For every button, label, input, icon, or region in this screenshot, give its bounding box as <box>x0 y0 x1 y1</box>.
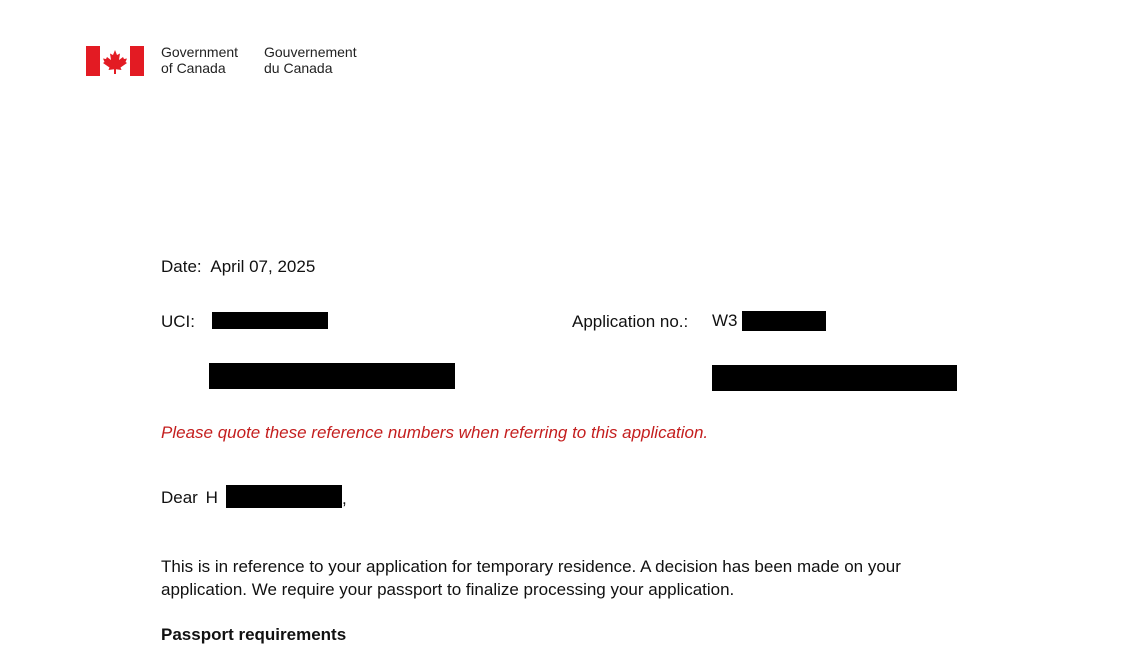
left-reference-redaction <box>209 363 455 389</box>
application-redaction <box>742 311 826 331</box>
application-label: Application no.: <box>572 312 689 331</box>
body-paragraph: This is in reference to your application for temporary residence. A decision has been made on your application. We require your passport to finalize processing your application. <box>161 557 901 599</box>
gov-en-line2: of Canada <box>161 60 226 76</box>
date-line <box>161 256 315 278</box>
uci-redaction <box>212 312 328 329</box>
greeting-line <box>161 487 218 509</box>
government-english-name <box>161 44 238 76</box>
right-reference-redaction <box>712 365 957 391</box>
gov-fr-line2: du Canada <box>264 60 333 76</box>
application-prefix: W3 <box>712 311 738 330</box>
canada-flag-icon <box>86 46 144 76</box>
quote-reference-note: Please quote these reference numbers when referring to this application. <box>161 423 709 442</box>
uci-label: UCI: <box>161 312 195 331</box>
government-french-name <box>264 44 357 76</box>
passport-requirements-heading: Passport requirements <box>161 625 347 644</box>
gov-en-line1: Government <box>161 44 239 60</box>
greeting-initial: H <box>205 488 218 507</box>
name-redaction <box>226 485 342 508</box>
date-value: April 07, 2025 <box>210 257 316 276</box>
date-label: Date: <box>161 257 202 276</box>
greeting-word: Dear <box>161 488 198 507</box>
gov-fr-line1: Gouvernement <box>264 44 357 60</box>
greeting-comma: , <box>342 489 347 508</box>
